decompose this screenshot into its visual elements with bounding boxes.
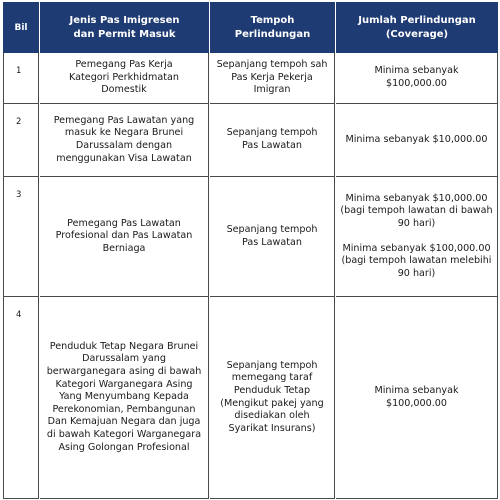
coverage-amount-text: Minima sebanyak $10,000.00 (bagi tempoh lawatan di bawah 90 hari) bbox=[340, 192, 493, 229]
coverage-amount-text: Minima sebanyak $100,000.00 bbox=[374, 384, 459, 409]
header-jumlah-perlindungan: Jumlah Perlindungan (Coverage) bbox=[336, 2, 498, 53]
pass-type-cell: Penduduk Tetap Negara Brunei Darussalam yang berwarganegara asing di bawah Kategori Warganegara Asing Yang Menyumbang Kepada Perekonomian, Pembangunan Dan Kemajuan Negara dan juga di bawah Kategori Warganegara Asing Golongan Profesional bbox=[40, 297, 209, 499]
table-row bbox=[0, 177, 500, 297]
pass-type-cell: Pemegang Pas Lawatan Profesional dan Pas Lawatan Berniaga bbox=[40, 177, 209, 297]
coverage-amount-cell bbox=[336, 104, 498, 177]
coverage-amount-text: Minima sebanyak $100,000.00 (bagi tempoh lawatan melebihi 90 hari) bbox=[341, 242, 492, 279]
pass-type-cell: Pemegang Pas Lawatan yang masuk ke Negara Brunei Darussalam dengan menggunakan Visa Lawatan bbox=[40, 104, 209, 177]
row-number: 4 bbox=[3, 297, 39, 499]
coverage-amount-cell bbox=[336, 297, 498, 499]
protection-period-cell: Sepanjang tempoh memegang taraf Penduduk Tetap (Mengikut pakej yang disediakan oleh Syarikat Insurans) bbox=[210, 297, 335, 499]
table-row bbox=[0, 53, 500, 104]
pass-type-cell: Pemegang Pas Kerja Kategori Perkhidmatan Domestik bbox=[40, 53, 209, 104]
header-tempoh-perlindungan: Tempoh Perlindungan bbox=[210, 2, 335, 53]
protection-period-cell: Sepanjang tempoh sah Pas Kerja Pekerja Imigran bbox=[210, 53, 335, 104]
coverage-amount-cell bbox=[336, 177, 498, 297]
table-row bbox=[0, 297, 500, 499]
table-header-row bbox=[0, 2, 500, 53]
header-bil: Bil bbox=[3, 2, 39, 53]
coverage-amount-text: Minima sebanyak $100,000.00 bbox=[374, 65, 459, 89]
table-row bbox=[0, 104, 500, 177]
row-number: 3 bbox=[3, 177, 39, 297]
protection-period-cell: Sepanjang tempoh Pas Lawatan bbox=[210, 104, 335, 177]
coverage-amount-text: Minima sebanyak $10,000.00 bbox=[345, 133, 488, 145]
row-number: 1 bbox=[3, 53, 39, 104]
protection-period-cell: Sepanjang tempoh Pas Lawatan bbox=[210, 177, 335, 297]
coverage-amount-cell bbox=[336, 53, 498, 104]
row-number: 2 bbox=[3, 104, 39, 177]
header-jenis-pas: Jenis Pas Imigresen dan Permit Masuk bbox=[40, 2, 209, 53]
